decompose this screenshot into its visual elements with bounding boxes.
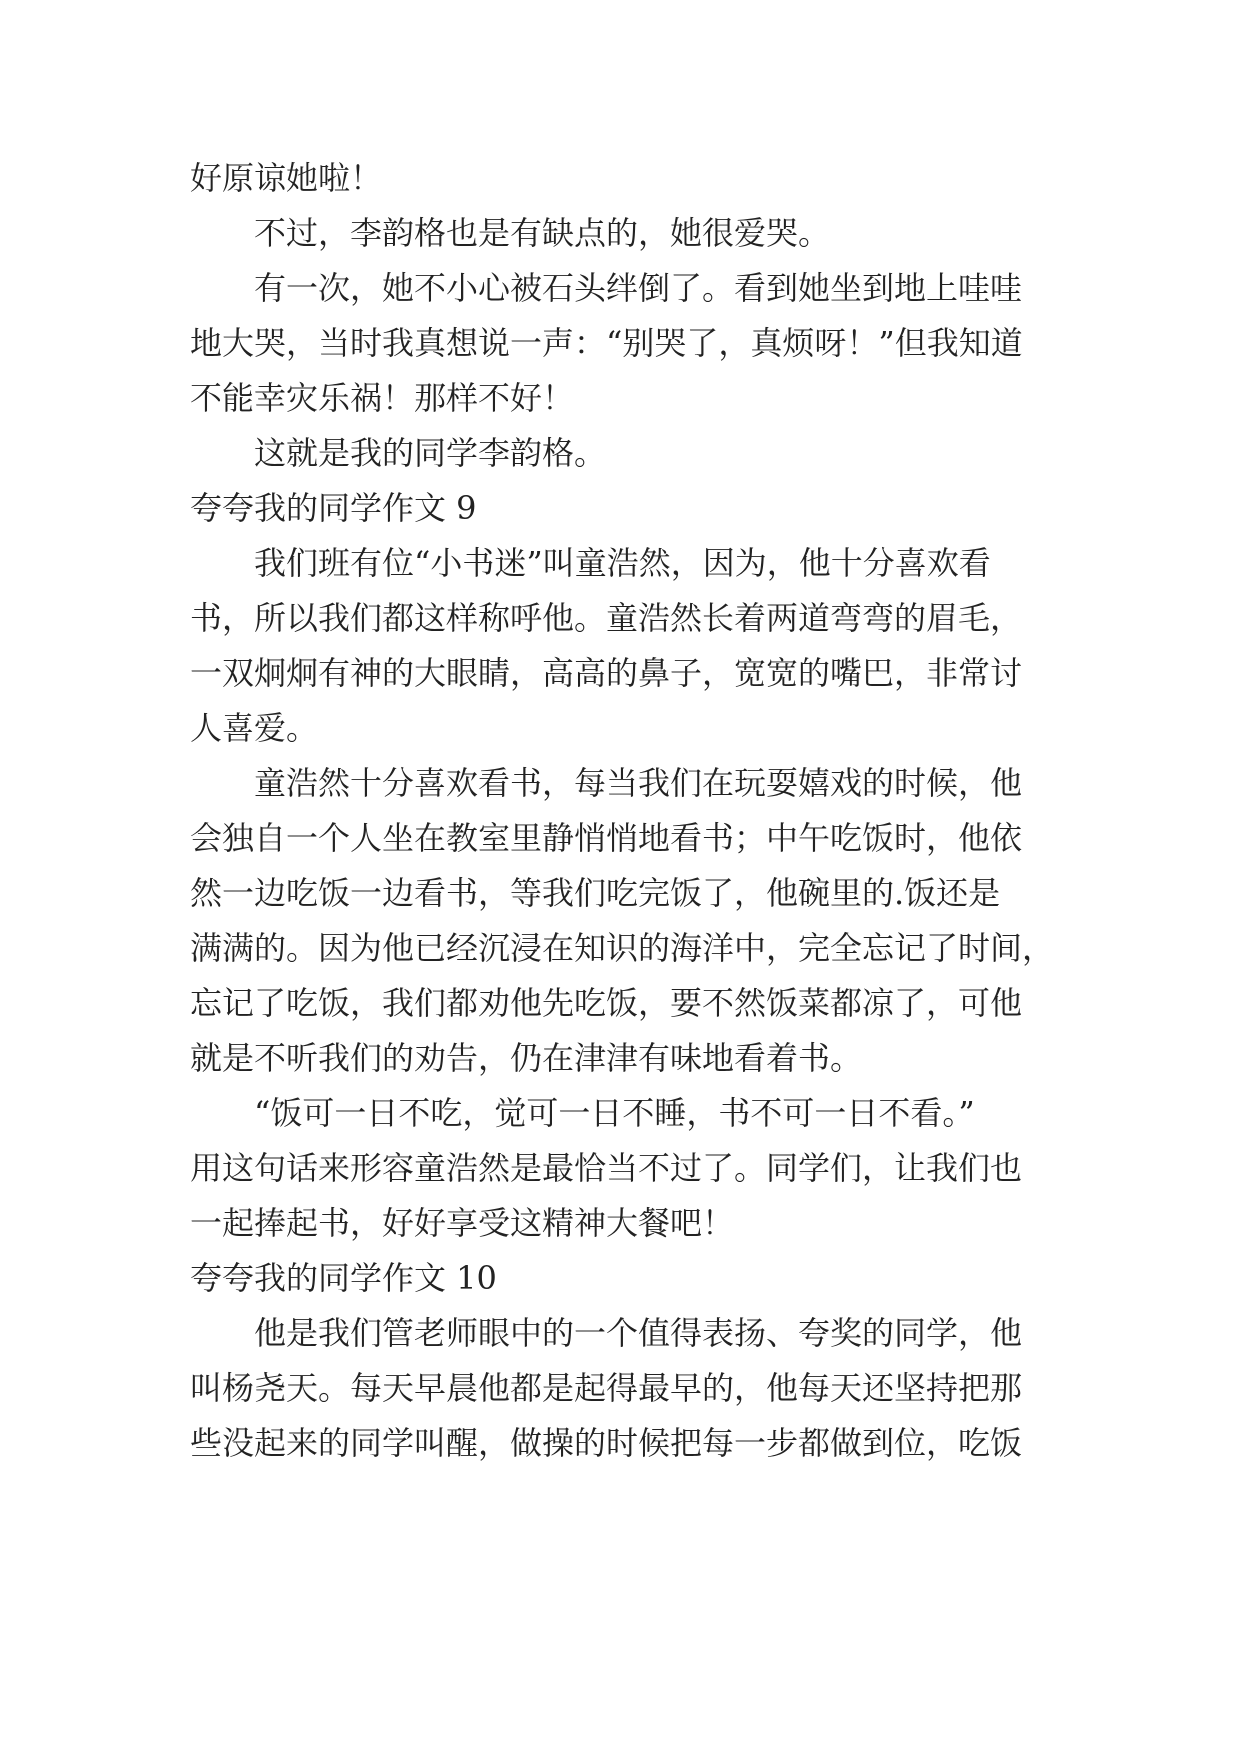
text-line: 书，所以我们都这样称呼他。童浩然长着两道弯弯的眉毛， [190,599,1023,637]
section-heading: 夸夸我的同学作文 9 [190,489,477,527]
paragraph-start: 他是我们管老师眼中的一个值得表扬、夸奖的同学，他 [254,1314,1023,1352]
text-line: 用这句话来形容童浩然是最恰当不过了。同学们，让我们也 [190,1149,1023,1187]
text-line: 些没起来的同学叫醒，做操的时候把每一步都做到位，吃饭 [190,1424,1023,1462]
text-line: 好原谅她啦！ [190,159,383,197]
text-line: 一双炯炯有神的大眼睛，高高的鼻子，宽宽的嘴巴，非常讨 [190,654,1023,692]
text-line: 满满的。因为他已经沉浸在知识的海洋中，完全忘记了时间， [190,929,1055,967]
paragraph-start: 童浩然十分喜欢看书，每当我们在玩耍嬉戏的时候，他 [254,764,1023,802]
text-line: 叫杨尧天。每天早晨他都是起得最早的，他每天还坚持把那 [190,1369,1023,1407]
text-line: 人喜爱。 [190,709,319,747]
section-heading: 夸夸我的同学作文 10 [190,1259,497,1297]
text-line: 忘记了吃饭，我们都劝他先吃饭，要不然饭菜都凉了，可他 [190,984,1023,1022]
paragraph-start: 我们班有位“小书迷”叫童浩然，因为，他十分喜欢看 [254,544,991,582]
text-line: 会独自一个人坐在教室里静悄悄地看书；中午吃饭时，他依 [190,819,1023,857]
paragraph-start: 不过，李韵格也是有缺点的，她很爱哭。 [254,214,831,252]
text-line: 然一边吃饭一边看书，等我们吃完饭了，他碗里的.饭还是 [190,874,1001,912]
text-line: 不能幸灾乐祸！那样不好！ [190,379,575,417]
text-line: 一起捧起书，好好享受这精神大餐吧！ [190,1204,735,1242]
paragraph-start: “饭可一日不吃，觉可一日不睡，书不可一日不看。” [254,1094,975,1132]
text-line: 地大哭，当时我真想说一声：“别哭了，真烦呀！”但我知道 [190,324,1023,362]
paragraph-start: 有一次，她不小心被石头绊倒了。看到她坐到地上哇哇 [254,269,1023,307]
paragraph-start: 这就是我的同学李韵格。 [254,434,607,472]
text-line: 就是不听我们的劝告，仍在津津有味地看着书。 [190,1039,863,1077]
